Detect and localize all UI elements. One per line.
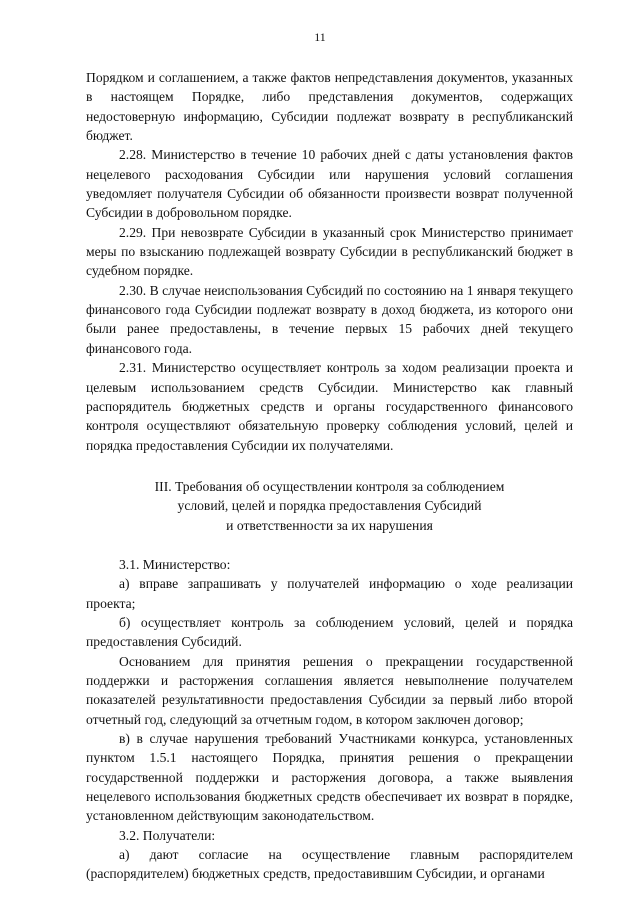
section-heading-line: и ответственности за их нарушения	[226, 517, 433, 533]
document-body	[86, 68, 573, 884]
section-heading-line: III. Требования об осуществлении контроля за соблюдением	[154, 478, 505, 494]
list-item-b: б) осуществляет контроль за соблюдением условий, целей и порядка предоставления Субсидий.	[86, 614, 573, 650]
section-heading-line: условий, целей и порядка предоставления Субсидий	[177, 498, 482, 514]
paragraph-grounds: Основанием для принятия решения о прекращении государственной поддержки и расторжения соглашения является невыполнение получателем показателей результативности предоставления Субсидии за первый либо второй отчетный год, следующий за отчетным годом, в котором заключен договор;	[86, 653, 573, 727]
list-item-a-recipients: а) дают согласие на осуществление главным распорядителем (распорядителем) бюджетных средств, предоставившим Субсидии, и органами	[86, 847, 573, 882]
paragraph-2-30: 2.30. В случае неиспользования Субсидий по состоянию на 1 января текущего финансового года Субсидии подлежат возврату в доход бюджета, из которого они были ранее предоставлены, в течение первых 15 рабочих дней текущего финансового года.	[86, 282, 573, 356]
paragraph-2-31: 2.31. Министерство осуществляет контроль за ходом реализации проекта и целевым использованием средств Субсидии. Министерство как главный распорядитель бюджетных средств и органы государственного финансового контроля осуществляют обязательную проверку соблюдения условий, целей и порядка предоставления Субсидии их получателями.	[86, 360, 573, 453]
page-number: 11	[314, 30, 326, 44]
list-item-a: а) вправе запрашивать у получателей информацию о ходе реализации проекта;	[86, 576, 573, 611]
section-heading	[86, 477, 573, 535]
paragraph-3-1: 3.1. Министерство:	[119, 556, 231, 572]
paragraph-2-28: 2.28. Министерство в течение 10 рабочих дней с даты установления фактов нецелевого расходования Субсидии или нарушения условий соглашения уведомляет получателя Субсидии об обязанности произвести возврат полученной Субсидии в добровольном порядке.	[86, 147, 573, 221]
paragraph-3-2: 3.2. Получатели:	[119, 827, 216, 843]
list-item-c: в) в случае нарушения требований Участниками конкурса, установленных пунктом 1.5.1 настоящего Порядка, принятия решения о прекращении государственной поддержки и расторжения договора, а также выявления нецелевого использования бюджетных средств обеспечивает их возврат в порядке, установленном действующим законодательством.	[86, 731, 573, 824]
paragraph-continuation: Порядком и соглашением, а также фактов непредставления документов, указанных в настоящем Порядке, либо представления документов, содержащих недостоверную информацию, Субсидии подлежат возврату в республиканский бюджет.	[86, 70, 573, 144]
paragraph-2-29: 2.29. При невозврате Субсидии в указанный срок Министерство принимает меры по взысканию подлежащей возврату Субсидии в республиканский бюджет в судебном порядке.	[86, 224, 573, 279]
